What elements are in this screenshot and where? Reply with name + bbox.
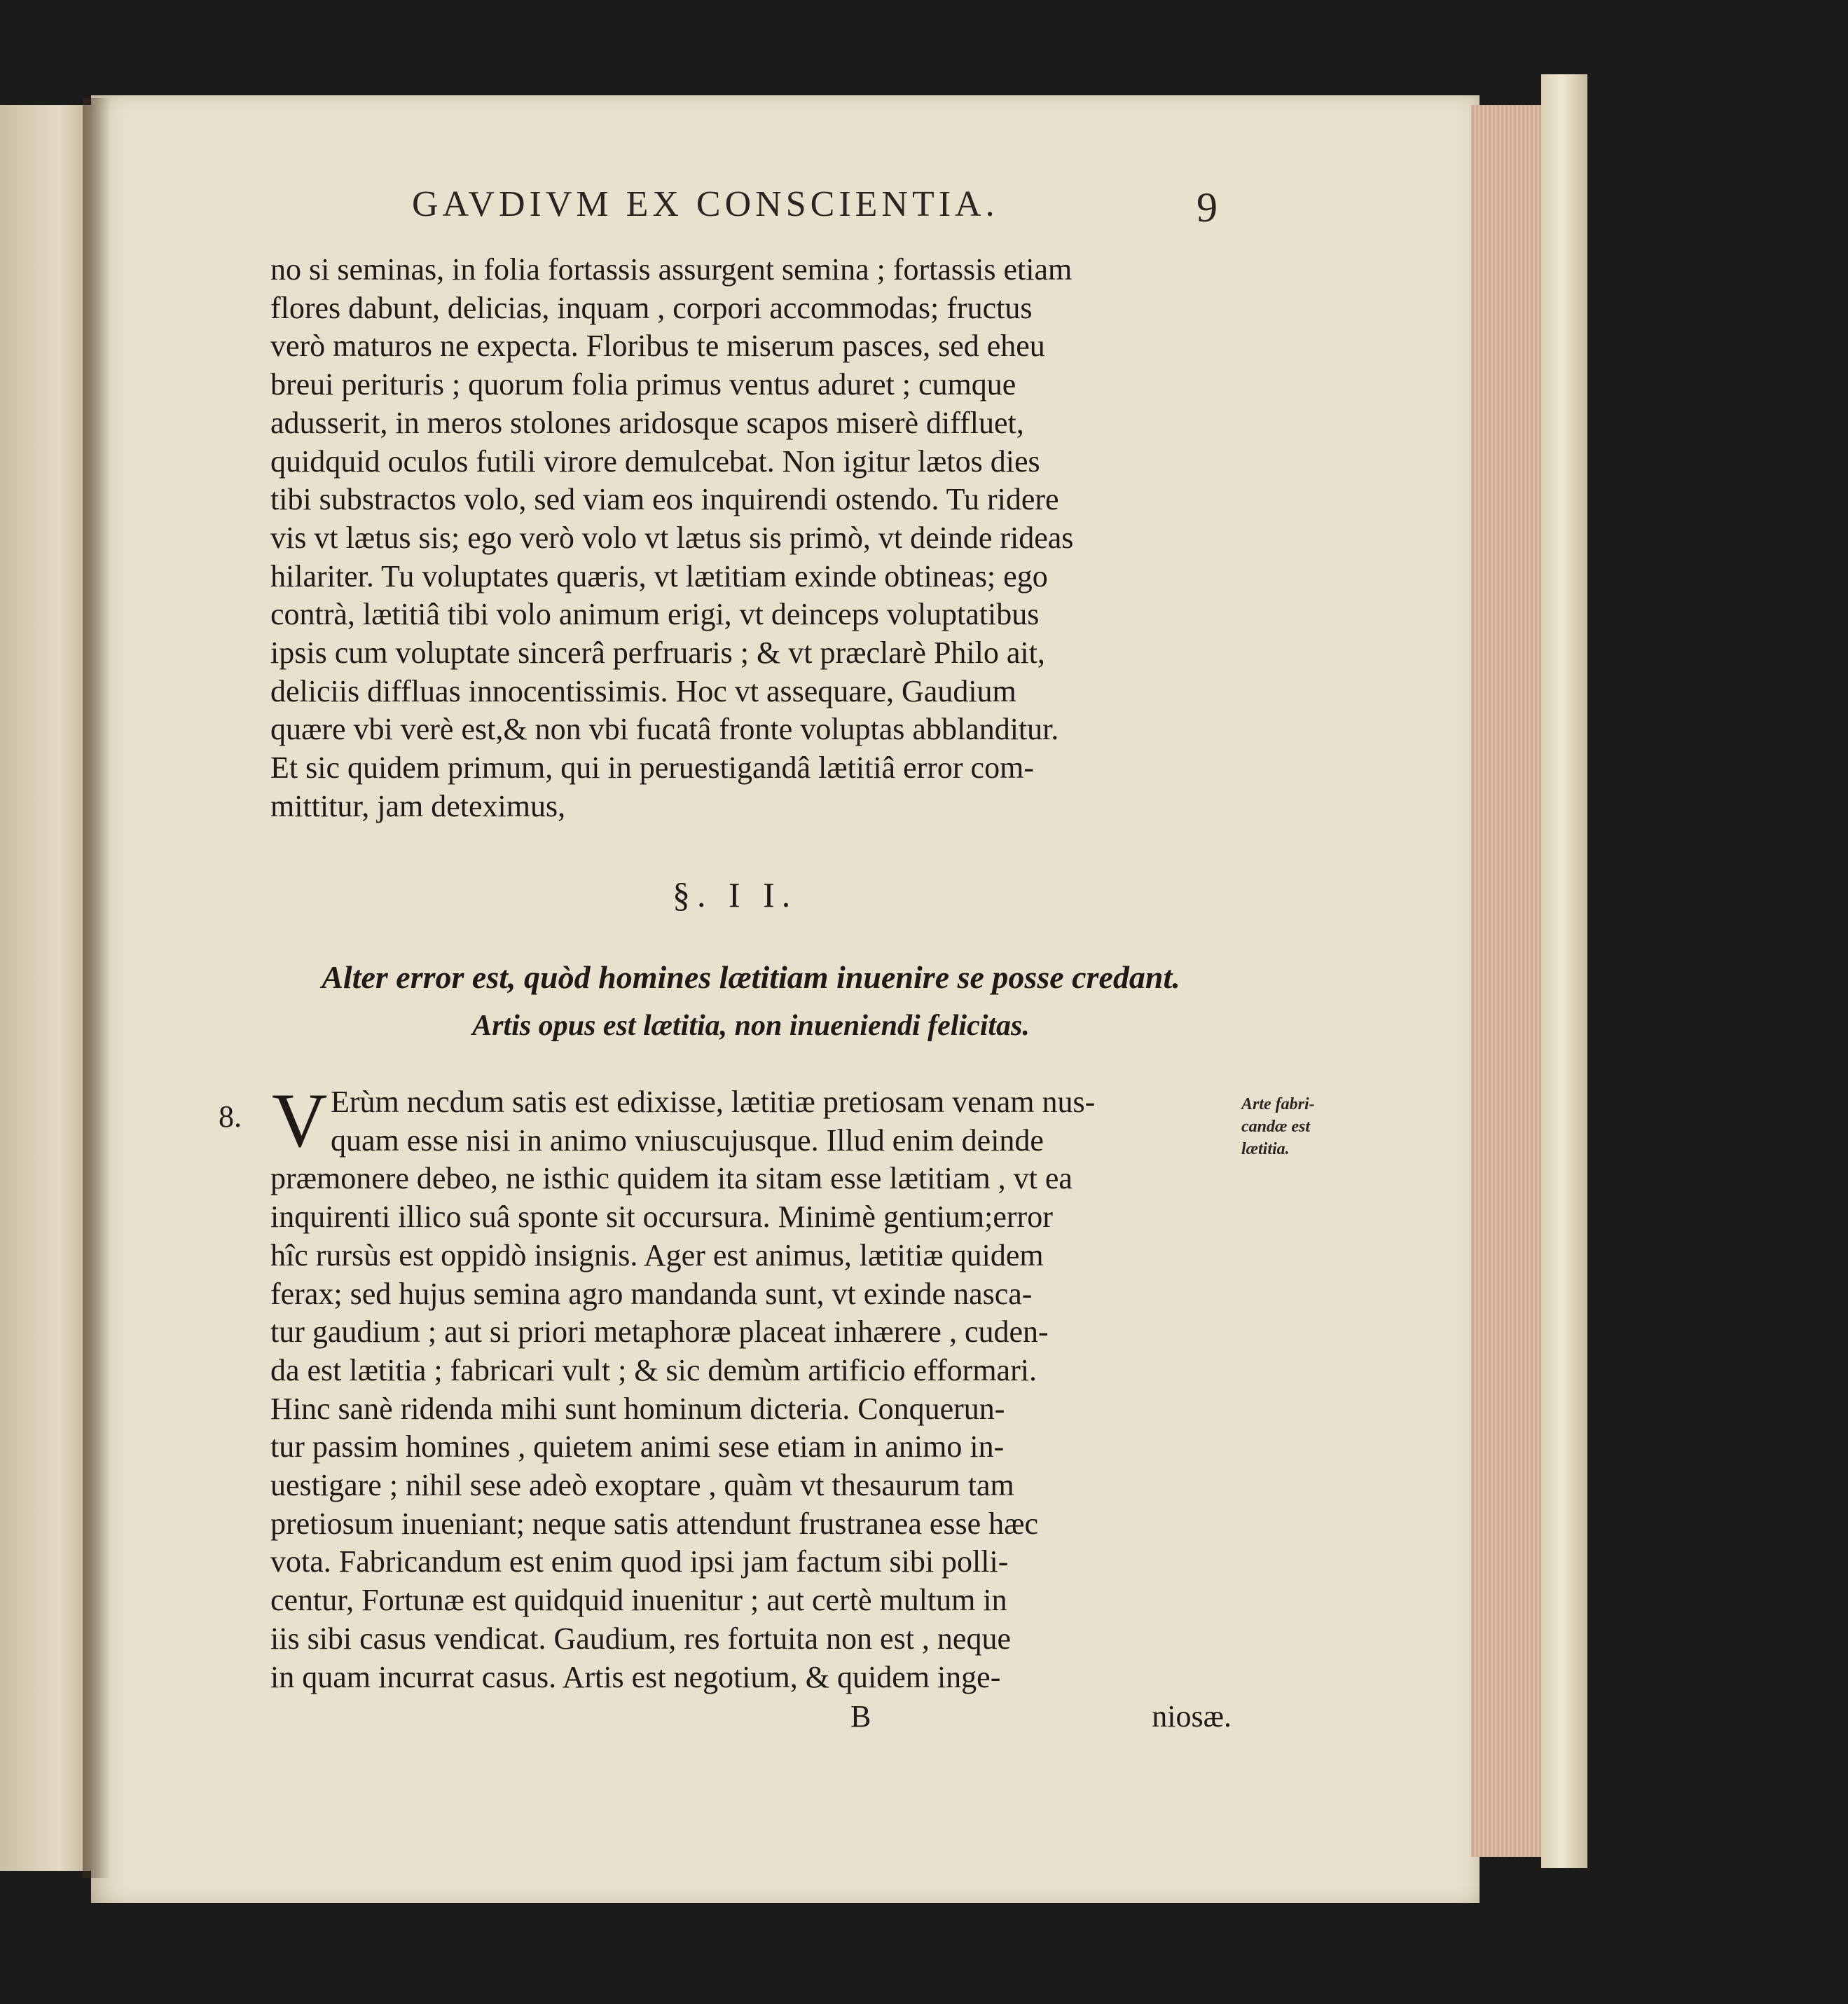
page-number: 9	[1197, 184, 1218, 231]
text-line: tur gaudium ; aut si priori metaphoræ placeat inhærere , cuden-	[270, 1315, 1049, 1350]
page-footer	[270, 1698, 1232, 1738]
text-line: centur, Fortunæ est quidquid inuenitur ; aut certè multum in	[270, 1583, 1007, 1618]
text-line: hilariter. Tu voluptates quæris, vt lætitiam exinde obtineas; ego	[270, 558, 1048, 593]
text-line: in quam incurrat casus. Artis est negotium, & quidem inge-	[270, 1659, 1001, 1694]
text-line: deliciis diffluas innocentissimis. Hoc vt assequare, Gaudium	[270, 673, 1016, 708]
text-line: flores dabunt, delicias, inquam , corpori accommodas; fructus	[270, 290, 1033, 325]
text-line: adusserit, in meros stolones aridosque scapos miserè diffluet,	[270, 405, 1024, 440]
text-line: vota. Fabricandum est enim quod ipsi jam factum sibi polli-	[270, 1544, 1009, 1579]
text-line: no si seminas, in folia fortassis assurgent semina ; fortassis etiam	[270, 252, 1073, 287]
text-line: quam esse nisi in animo vniuscujusque. Illud enim deinde	[331, 1123, 1044, 1158]
text-line: da est lætitia ; fabricari vult ; & sic demùm artificio efformari.	[270, 1352, 1037, 1387]
margin-note: Arte fabri-candæ est lætitia.	[1241, 1095, 1315, 1158]
text-line: breui perituris ; quorum folia primus ventus aduret ; cumque	[270, 367, 1016, 402]
book-gutter	[83, 98, 111, 1878]
book-cover-edge	[1541, 74, 1587, 1868]
text-line: ferax; sed hujus semina agro mandanda sunt, vt exinde nasca-	[270, 1276, 1033, 1311]
text-line: tibi substractos volo, sed viam eos inquirendi ostendo. Tu ridere	[270, 482, 1059, 517]
text-line: mittitur, jam deteximus,	[270, 788, 566, 823]
paragraph-2	[270, 1078, 1232, 1696]
text-line: ipsis cum voluptate sincerâ perfruaris ; & vt præclarè Philo ait,	[270, 636, 1045, 671]
catchword: niosæ.	[1152, 1699, 1232, 1734]
text-line: iis sibi casus vendicat. Gaudium, res fortuita non est , neque	[270, 1621, 1011, 1656]
section-subheading: Artis opus est lætitia, non inueniendi felicitas.	[472, 1010, 1030, 1042]
paragraph-number: 8.	[219, 1099, 242, 1134]
text-line: inquirenti illico suâ sponte sit occursura. Minimè gentium;error	[270, 1200, 1053, 1235]
text-line: tur passim homines , quietem animi sese etiam in animo in-	[270, 1429, 1005, 1464]
text-line: præmonere debeo, ne isthic quidem ita sitam esse lætitiam , vt ea	[270, 1161, 1073, 1196]
text-line: Erùm necdum satis est edixisse, lætitiæ pretiosam venam nus-	[331, 1085, 1096, 1119]
text-line: uestigare ; nihil sese adeò exoptare , quàm vt thesaurum tam	[270, 1468, 1014, 1503]
text-line: Et sic quidem primum, qui in peruestigandâ lætitiâ error com-	[270, 750, 1034, 785]
text-line: verò maturos ne expecta. Floribus te miserum pasces, sed eheu	[270, 329, 1045, 364]
section-heading: Alter error est, quòd homines lætitiam inuenire se posse credant.	[322, 959, 1180, 995]
text-line: hîc rursùs est oppidò insignis. Ager est animus, lætitiæ quidem	[270, 1237, 1044, 1272]
text-line: quære vbi verè est,& non vbi fucatâ fronte voluptas abblanditur.	[270, 712, 1059, 747]
text-line: vis vt lætus sis; ego verò volo vt lætus sis primò, vt deinde rideas	[270, 520, 1074, 555]
paragraph-1	[270, 251, 1232, 826]
text-line: quidquid oculos futili virore demulcebat. Non igitur lætos dies	[270, 444, 1040, 479]
section-mark: §. I I.	[673, 875, 798, 914]
text-line: contrà, lætitiâ tibi volo animum erigi, vt deinceps voluptatibus	[270, 597, 1040, 632]
text-line: pretiosum inueniant; neque satis attendunt frustranea esse hæc	[270, 1506, 1039, 1541]
drop-cap: V	[272, 1078, 328, 1163]
running-title: GAVDIVM EX CONSCIENTIA.	[412, 184, 999, 224]
signature-mark: B	[850, 1699, 871, 1734]
text-line: Hinc sanè ridenda mihi sunt hominum dicteria. Conquerun-	[270, 1391, 1005, 1426]
